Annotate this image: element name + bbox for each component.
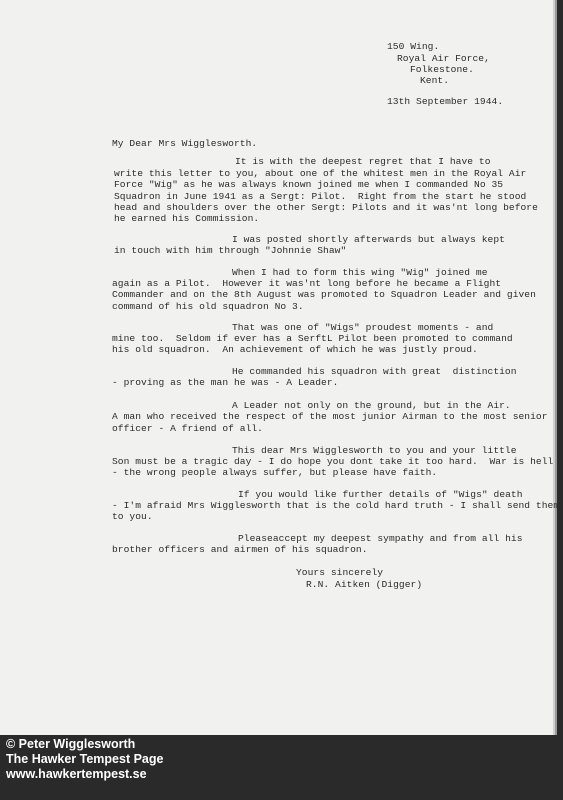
para7-line2: Son must be a tragic day - I do hope you dont take it too hard. War is hell: [112, 456, 554, 467]
para1-line1: It is with the deepest regret that I have to: [235, 156, 491, 167]
para1-line2: write this letter to you, about one of the whitest men in the Royal Air: [114, 168, 527, 179]
copyright-credit: [6, 737, 163, 782]
address-line-1: 150 Wing.: [387, 41, 440, 52]
signature: R.N. Aitken (Digger): [306, 579, 423, 590]
para1-line3: Force "Wig" as he was always known joined me when I commanded No 35: [114, 179, 504, 190]
para3-line1: When I had to form this wing "Wig" joined me: [232, 267, 488, 278]
closing: Yours sincerely: [296, 567, 384, 578]
para8-line3: to you.: [112, 511, 153, 522]
para1-line5: head and shoulders over the other Sergt: Pilots and it was'nt long before: [114, 202, 538, 213]
para7-line3: - the wrong people always suffer, but please have faith.: [112, 467, 438, 478]
para1-line4: Squadron in June 1941 as a Sergt: Pilot. Right from the start he stood: [114, 191, 527, 202]
para7-line1: This dear Mrs Wigglesworth to you and your little: [232, 445, 517, 456]
para6-line1: A Leader not only on the ground, but in the Air.: [232, 400, 511, 411]
address-line-4: Kent.: [420, 75, 450, 86]
credit-site-name: The Hawker Tempest Page: [6, 752, 164, 766]
para3-line3: Commander and on the 8th August was promoted to Squadron Leader and given: [112, 289, 536, 300]
para4-line3: his old squadron. An achievement of which he was justly proud.: [112, 344, 478, 355]
para6-line3: officer - A friend of all.: [112, 423, 263, 434]
salutation: My Dear Mrs Wigglesworth.: [112, 138, 258, 149]
para4-line1: That was one of "Wigs" proudest moments - and: [232, 322, 494, 333]
para3-line2: again as a Pilot. However it was'nt long before he became a Flight: [112, 278, 502, 289]
para8-line1: If you would like further details of "Wigs" death: [238, 489, 523, 500]
para5-line2: - proving as the man he was - A Leader.: [112, 377, 339, 388]
address-line-3: Folkestone.: [410, 64, 474, 75]
para5-line1: He commanded his squadron with great distinction: [232, 366, 517, 377]
credit-site-url: www.hawkertempest.se: [6, 767, 147, 781]
para1-line6: he earned his Commission.: [114, 213, 260, 224]
para6-line2: A man who received the respect of the most junior Airman to the most senior: [112, 411, 548, 422]
para4-line2: mine too. Seldom if ever has a SerftL Pilot been promoted to command: [112, 333, 513, 344]
para8-line2: - I'm afraid Mrs Wigglesworth that is the cold hard truth - I shall send them: [112, 500, 560, 511]
para9-line1: Pleaseaccept my deepest sympathy and from all his: [238, 533, 523, 544]
para2-line1: I was posted shortly afterwards but always kept: [232, 234, 505, 245]
para3-line4: command of his old squadron No 3.: [112, 301, 304, 312]
credit-copyright: © Peter Wigglesworth: [6, 737, 136, 751]
letter-date: 13th September 1944.: [387, 96, 504, 107]
para2-line2: in touch with him through "Johnnie Shaw": [114, 245, 347, 256]
para9-line2: brother officers and airmen of his squadron.: [112, 544, 368, 555]
address-line-2: Royal Air Force,: [397, 53, 490, 64]
